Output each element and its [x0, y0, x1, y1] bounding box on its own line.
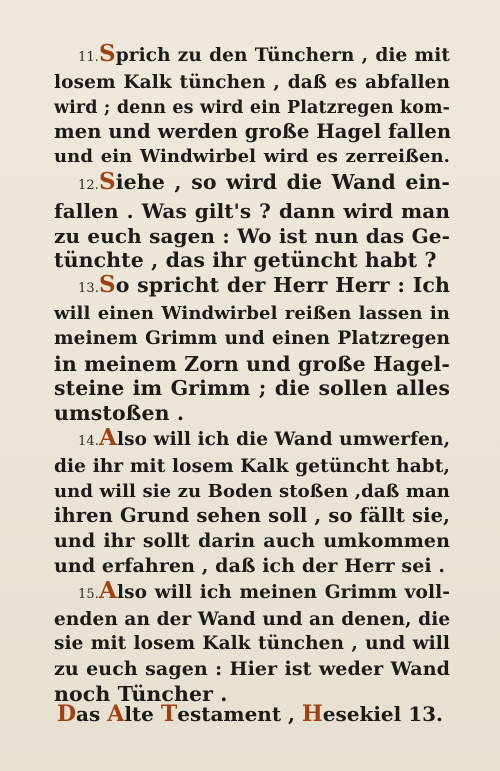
verse-text: lso will ich die Wand umwerfen, — [116, 428, 451, 450]
verse-line: in meinem Zorn und große Hagel- — [54, 351, 450, 376]
verse-line: noch Tüncher . — [54, 681, 228, 706]
verse-line: die ihr mit losem Kalk getüncht habt, — [54, 455, 450, 477]
verse-line: sie mit losem Kalk tünchen , und will — [54, 633, 450, 655]
verse-line: wird ; denn es wird ein Platzregen kom- — [54, 97, 450, 118]
verse-line: und erfahren , daß ich der Herr sei . — [54, 554, 446, 577]
verse-line: meinem Grimm und einen Platzregen — [54, 327, 450, 349]
red-initial: A — [98, 576, 117, 604]
verse-number: 12. — [78, 177, 99, 193]
footer-text: lte — [124, 702, 161, 726]
red-initial: S — [98, 40, 116, 67]
verse-line: fallen . Was gilt's ? dann wird man — [54, 198, 450, 223]
verse-line: zu euch sagen : Wo ist nun das Ge- — [54, 223, 450, 248]
verse-line: enden an der Wand und an denen, die — [54, 608, 451, 630]
red-initial: S — [98, 167, 116, 195]
verse-line: ihren Grund sehen soll , so fällt sie, — [54, 504, 450, 528]
red-initial: A — [98, 423, 117, 451]
verse-line: umstoßen . — [54, 401, 185, 426]
red-initial: H — [301, 701, 323, 727]
verse-12 — [54, 167, 450, 273]
verse-text: o spricht der Herr Herr : Ich — [115, 273, 450, 298]
verse-line: men und werden große Hagel fallen — [54, 120, 452, 144]
footer-text: esekiel 13. — [322, 702, 444, 726]
footer-text: as — [76, 702, 108, 726]
verse-line: und ein Windwirbel wird es zerreißen. — [54, 146, 450, 168]
verse-text: lso will ich meinen Grimm voll- — [116, 581, 450, 603]
verse-text: prich zu den Tünchern , die mit — [115, 45, 450, 66]
verse-line — [54, 423, 451, 455]
verse-line — [54, 167, 450, 199]
red-initial: A — [107, 701, 125, 727]
verse-line — [54, 42, 450, 71]
verse-line — [54, 576, 450, 608]
red-initial: T — [160, 701, 178, 727]
verse-line — [54, 273, 450, 302]
verse-line: tünchte , das ihr getüncht habt ? — [54, 248, 437, 273]
verse-number: 14. — [78, 433, 99, 449]
verse-number: 13. — [78, 281, 99, 297]
verse-line: zu euch sagen : Hier ist weder Wand — [54, 658, 450, 681]
red-initial: S — [98, 271, 116, 299]
verse-line: steine im Grimm ; die sollen alles — [54, 376, 450, 401]
verse-line: und will sie zu Boden stoßen ,daß man — [54, 480, 450, 502]
verse-14 — [54, 423, 451, 579]
verse-text: iehe , so wird die Wand ein- — [115, 169, 450, 194]
footer-text: estament , — [177, 702, 302, 726]
verse-number: 11. — [78, 50, 99, 65]
verse-number: 15. — [78, 586, 99, 602]
verse-15 — [54, 576, 451, 707]
verse-11 — [54, 42, 450, 170]
red-initial: D — [56, 701, 77, 727]
source-reference — [0, 701, 500, 727]
verse-line: und ihr sollt darin auch umkommen — [54, 530, 450, 553]
verse-line: will einen Windwirbel reißen lassen in — [54, 302, 450, 324]
verse-13 — [54, 273, 450, 426]
verse-line: losem Kalk tünchen , daß es abfallen — [54, 71, 450, 93]
